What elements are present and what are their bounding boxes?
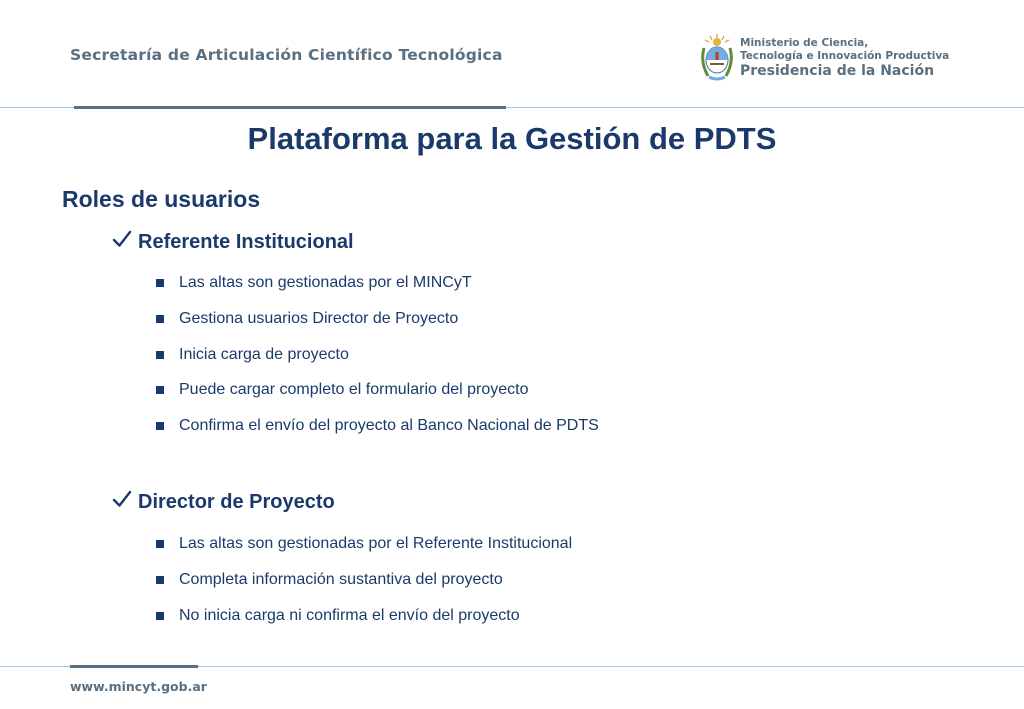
checkmark-icon	[112, 229, 132, 249]
square-bullet-icon	[156, 386, 164, 394]
checkmark-icon	[112, 489, 132, 509]
logo-ministry-line1: Ministerio de Ciencia,	[740, 37, 869, 49]
header-accent-bar	[74, 106, 506, 109]
footer-accent-bar	[70, 665, 198, 668]
logo-ministry-line2: Tecnología e Innovación Productiva	[740, 50, 950, 62]
argentina-coat-of-arms-icon	[700, 34, 734, 82]
role-label: Referente Institucional	[138, 231, 354, 253]
square-bullet-icon	[156, 315, 164, 323]
square-bullet-icon	[156, 422, 164, 430]
square-bullet-icon	[156, 576, 164, 584]
square-bullet-icon	[156, 279, 164, 287]
square-bullet-icon	[156, 351, 164, 359]
square-bullet-icon	[156, 612, 164, 620]
header-org-title: Secretaría de Articulación Científico Tecnológica	[70, 46, 503, 64]
role-label: Director de Proyecto	[138, 491, 335, 513]
footer-url: www.mincyt.gob.ar	[70, 679, 207, 694]
slide-title: Plataforma para la Gestión de PDTS	[247, 121, 777, 156]
square-bullet-icon	[156, 540, 164, 548]
logo-presidency-line: Presidencia de la Nación	[740, 63, 935, 79]
section-heading: Roles de usuarios	[62, 186, 261, 212]
